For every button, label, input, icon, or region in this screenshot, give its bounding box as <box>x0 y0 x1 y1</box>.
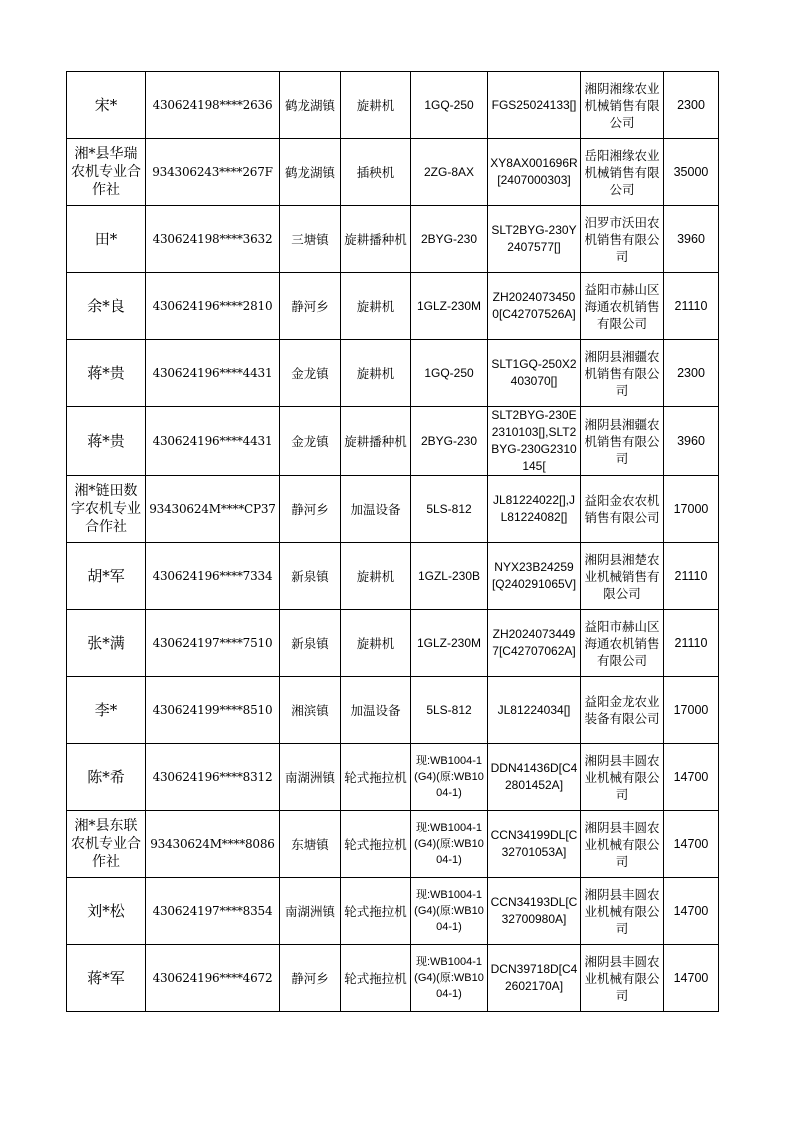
machine-type: 轮式拖拉机 <box>341 945 411 1012</box>
applicant-name: 余*良 <box>67 273 146 340</box>
dealer-name: 益阳市赫山区海通农机销售有限公司 <box>581 273 664 340</box>
dealer-name: 益阳金龙农业装备有限公司 <box>581 677 664 744</box>
id-number: 430624196****4672 <box>146 945 280 1012</box>
id-number: 430624198****3632 <box>146 206 280 273</box>
dealer-name: 湘阴县丰圆农业机械有限公司 <box>581 811 664 878</box>
applicant-name: 湘*链田数字农机专业合作社 <box>67 476 146 543</box>
table-row <box>67 878 719 945</box>
dealer-name: 湘阴县丰圆农业机械有限公司 <box>581 744 664 811</box>
serial-number: SLT1GQ-250X2403070[] <box>488 340 581 407</box>
serial-number: JL81224034[] <box>488 677 581 744</box>
subsidy-amount: 2300 <box>664 340 719 407</box>
township: 静河乡 <box>280 945 341 1012</box>
machine-model: 5LS-812 <box>411 677 488 744</box>
subsidy-table <box>66 71 719 1012</box>
table-row <box>67 744 719 811</box>
dealer-name: 湘阴县湘疆农机销售有限公司 <box>581 340 664 407</box>
serial-number: NYX23B24259[Q240291065V] <box>488 543 581 610</box>
machine-type: 旋耕机 <box>341 340 411 407</box>
id-number: 93430624M****8086 <box>146 811 280 878</box>
serial-number: SLT2BYG-230E2310103[],SLT2BYG-230G2310145[ <box>488 407 581 476</box>
applicant-name: 蒋*贵 <box>67 407 146 476</box>
machine-type: 旋耕播种机 <box>341 206 411 273</box>
subsidy-amount: 21110 <box>664 610 719 677</box>
table-row <box>67 476 719 543</box>
table-row <box>67 206 719 273</box>
township: 新泉镇 <box>280 543 341 610</box>
applicant-name: 胡*军 <box>67 543 146 610</box>
applicant-name: 宋* <box>67 72 146 139</box>
subsidy-amount: 14700 <box>664 878 719 945</box>
dealer-name: 益阳市赫山区海通农机销售有限公司 <box>581 610 664 677</box>
machine-type: 轮式拖拉机 <box>341 878 411 945</box>
township: 南湖洲镇 <box>280 878 341 945</box>
id-number: 93430624M****CP37 <box>146 476 280 543</box>
table-row <box>67 340 719 407</box>
dealer-name: 湘阴县湘疆农机销售有限公司 <box>581 407 664 476</box>
machine-type: 插秧机 <box>341 139 411 206</box>
machine-type: 旋耕播种机 <box>341 407 411 476</box>
serial-number: XY8AX001696R[2407000303] <box>488 139 581 206</box>
dealer-name: 益阳金农农机销售有限公司 <box>581 476 664 543</box>
serial-number: DDN41436D[C42801452A] <box>488 744 581 811</box>
subsidy-amount: 2300 <box>664 72 719 139</box>
serial-number: ZH20240734497[C42707062A] <box>488 610 581 677</box>
machine-model: 1GQ-250 <box>411 340 488 407</box>
machine-type: 旋耕机 <box>341 273 411 340</box>
id-number: 430624196****8312 <box>146 744 280 811</box>
township: 静河乡 <box>280 273 341 340</box>
subsidy-amount: 14700 <box>664 811 719 878</box>
applicant-name: 李* <box>67 677 146 744</box>
applicant-name: 田* <box>67 206 146 273</box>
machine-model: 1GZL-230B <box>411 543 488 610</box>
machine-model: 1GQ-250 <box>411 72 488 139</box>
serial-number: ZH20240734500[C42707526A] <box>488 273 581 340</box>
machine-model: 2BYG-230 <box>411 407 488 476</box>
table-row <box>67 610 719 677</box>
table-row <box>67 945 719 1012</box>
serial-number: SLT2BYG-230Y2407577[] <box>488 206 581 273</box>
serial-number: FGS25024133[] <box>488 72 581 139</box>
id-number: 430624199****8510 <box>146 677 280 744</box>
table-body <box>67 72 719 1012</box>
subsidy-amount: 21110 <box>664 273 719 340</box>
subsidy-amount: 14700 <box>664 945 719 1012</box>
machine-model: 5LS-812 <box>411 476 488 543</box>
township: 南湖洲镇 <box>280 744 341 811</box>
applicant-name: 张*满 <box>67 610 146 677</box>
table-row <box>67 677 719 744</box>
applicant-name: 蒋*贵 <box>67 340 146 407</box>
table-row <box>67 543 719 610</box>
table-row <box>67 273 719 340</box>
id-number: 430624196****4431 <box>146 407 280 476</box>
serial-number: JL81224022[],JL81224082[] <box>488 476 581 543</box>
id-number: 430624196****4431 <box>146 340 280 407</box>
id-number: 934306243****267F <box>146 139 280 206</box>
machine-type: 加温设备 <box>341 677 411 744</box>
township: 新泉镇 <box>280 610 341 677</box>
serial-number: DCN39718D[C42602170A] <box>488 945 581 1012</box>
serial-number: CCN34193DL[C32700980A] <box>488 878 581 945</box>
township: 金龙镇 <box>280 340 341 407</box>
id-number: 430624198****2636 <box>146 72 280 139</box>
machine-model: 现:WB1004-1(G4)(原:WB1004-1) <box>411 811 488 878</box>
dealer-name: 湘阴县丰圆农业机械有限公司 <box>581 878 664 945</box>
machine-model: 现:WB1004-1(G4)(原:WB1004-1) <box>411 878 488 945</box>
dealer-name: 岳阳湘缘农业机械销售有限公司 <box>581 139 664 206</box>
machine-type: 旋耕机 <box>341 543 411 610</box>
machine-model: 2BYG-230 <box>411 206 488 273</box>
dealer-name: 湘阴县湘楚农业机械销售有限公司 <box>581 543 664 610</box>
machine-model: 现:WB1004-1(G4)(原:WB1004-1) <box>411 945 488 1012</box>
applicant-name: 湘*县东联农机专业合作社 <box>67 811 146 878</box>
table-row <box>67 407 719 476</box>
machine-type: 旋耕机 <box>341 610 411 677</box>
subsidy-amount: 17000 <box>664 677 719 744</box>
machine-model: 1GLZ-230M <box>411 273 488 340</box>
township: 湘滨镇 <box>280 677 341 744</box>
subsidy-amount: 17000 <box>664 476 719 543</box>
machine-model: 现:WB1004-1(G4)(原:WB1004-1) <box>411 744 488 811</box>
township: 鹤龙湖镇 <box>280 72 341 139</box>
dealer-name: 汨罗市沃田农机销售有限公司 <box>581 206 664 273</box>
township: 鹤龙湖镇 <box>280 139 341 206</box>
id-number: 430624196****7334 <box>146 543 280 610</box>
serial-number: CCN34199DL[C32701053A] <box>488 811 581 878</box>
township: 三塘镇 <box>280 206 341 273</box>
machine-type: 轮式拖拉机 <box>341 811 411 878</box>
table-row <box>67 72 719 139</box>
id-number: 430624196****2810 <box>146 273 280 340</box>
machine-type: 轮式拖拉机 <box>341 744 411 811</box>
machine-type: 旋耕机 <box>341 72 411 139</box>
dealer-name: 湘阴湘缘农业机械销售有限公司 <box>581 72 664 139</box>
applicant-name: 陈*希 <box>67 744 146 811</box>
subsidy-amount: 21110 <box>664 543 719 610</box>
table-row <box>67 811 719 878</box>
id-number: 430624197****7510 <box>146 610 280 677</box>
id-number: 430624197****8354 <box>146 878 280 945</box>
applicant-name: 湘*县华瑞农机专业合作社 <box>67 139 146 206</box>
applicant-name: 蒋*军 <box>67 945 146 1012</box>
machine-model: 2ZG-8AX <box>411 139 488 206</box>
subsidy-amount: 3960 <box>664 407 719 476</box>
township: 东塘镇 <box>280 811 341 878</box>
township: 静河乡 <box>280 476 341 543</box>
subsidy-amount: 14700 <box>664 744 719 811</box>
machine-type: 加温设备 <box>341 476 411 543</box>
table-row <box>67 139 719 206</box>
machine-model: 1GLZ-230M <box>411 610 488 677</box>
subsidy-amount: 3960 <box>664 206 719 273</box>
dealer-name: 湘阴县丰圆农业机械有限公司 <box>581 945 664 1012</box>
applicant-name: 刘*松 <box>67 878 146 945</box>
subsidy-amount: 35000 <box>664 139 719 206</box>
township: 金龙镇 <box>280 407 341 476</box>
